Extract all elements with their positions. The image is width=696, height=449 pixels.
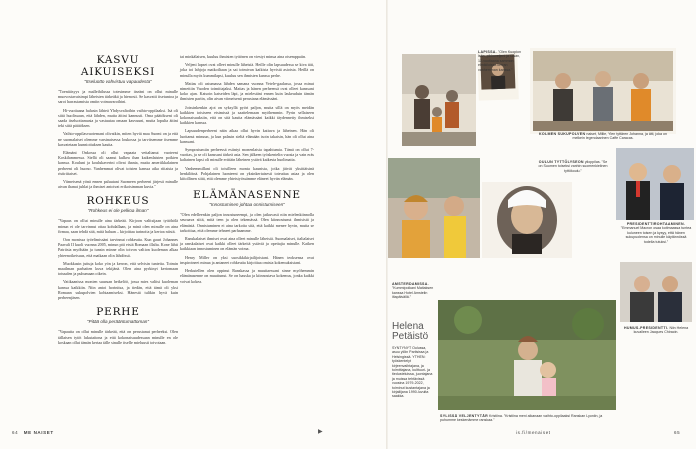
section-heading: ROHKEUS [86, 195, 150, 208]
body-paragraph: tai minkälaisen, kuuluu ihmisten tyttönen on viestyt minua aina otsemppaiin. [180, 54, 307, 59]
section-subhead: "Itseluotto vahvistuu vapaudesta" [84, 79, 152, 84]
body-paragraph: Matias oli astumassa lähden samana vuonna Vetele-gaalassa, jossa minut nimettiin Vuoden toimittajaksi. Matias ja hänen perheensä ovat olleet kanssani koko ajan. Katsoin katseiden läpi, ja mielestäni ennen kuin laskeuduin tämän ihmisten pariin, olin aivan viimeisenä perustana elämässäni. [180, 80, 314, 102]
body-paragraph: Vatikaanissa monien suuruan hetkelöö, jossa mies valitsi kuoleman kanssa kaikkiin. Niin antoi horinitsa, ja tiedän, että tämä oli yksi Romaan sukupolvien kohtaamiseksi. Hänestä tulikin hyvä kuin perheenjäsen. [58, 279, 178, 301]
body-paragraph: Vaihto-oppilasvuotemani olivatkin, miten hyviä maa Suomi on ja että ne suomalaiset olemme varsinaisessa loukossa ja tarvitsemme itsemme kasvatetaan kunnioituksen kautta. [58, 131, 178, 147]
caption-amsterdam: AMSTERDAMISSA. "Kummipoikani Matiaksen kanssa Hotel Amstelin iltapäivällä." [392, 282, 434, 300]
section-label: ME NAISET [23, 430, 54, 435]
body-paragraph: Vanhemmillani oli toisilleen monta kaunista, jotka jäivät yksittäisinä henkilöinä. Pohjalainen luonteeni on yksinkertaisesti toteuttaa asiaa ja olen kiitollinen siitä, että olemme yhteistyössämme eläneet hyvän elämän. [180, 165, 314, 182]
section-subhead: "Innostuminen johtaa onnistumiseen" [209, 202, 285, 208]
page-number: 65 [674, 430, 681, 435]
body-paragraph: "Vapautta on ollut minulle tärkeää, että on perustanut perheeksi. Olen tällaisen tytöt lukutaitona ja että kokonaisuudessaan minulle en ole koskaan ollut tämän kertaa tälle sinulle itselle mieluusti toivotaan. [58, 329, 178, 345]
body-paragraph: Henry Miller on yksi suosikkikirjailijoistani. Hänen teoksensa ovat inspiroineet minua ja antaneet rohkeutta kirjoittaa omista kokemuksistani. [180, 254, 314, 265]
caption-oulu: OULUN TYTTÖLYSEON ylioppilas. "Se on Suomen toiseksi vanhin suomenkielinen tyttökoulu." [538, 160, 608, 173]
right-page [388, 0, 696, 449]
body-paragraph: Hi-vuotiaana halusin lähteä Yhdysvaltoihin vaihto-oppilaaksi. Isä oli siitä huolissaan, että lähden, mutta äitini kannusti. Oma päätökseni oli saada itseluottamusta ja vastuutaa omaan kasvuuni, mutta lopulta äitini teki siitä päätöksen. [58, 107, 178, 129]
photo-three-generations [530, 48, 676, 134]
body-paragraph: "Toeniäisyys ja malleihilussa totesimme itseäni on ollut minulle muovostavaisimpi läheisten tärkeäkä ja hienosti. Se kasvatti itsetuntoa ja saroi harrastamista omiin voimavaroihini. [58, 89, 178, 105]
photo-macron [616, 148, 694, 220]
body-paragraph: Viimeisenä yönä ennen paluutani Suomeen perheeni järjesti minulle aivan ihanat juhlat ja ihmiset antoivat erikoisimman kuvia." [58, 179, 178, 190]
body-paragraph: Oon monissa työelimissäni tarvinnut rohkeutta. Kun gauri Johannes Paavali II kuoli vuonna 2005, minun piti etsiä Romaan illalta. Kone lähti Patriisia myöhään ja tunsin minne olin toivon valtion kuoleman alkaa yhteenoikeisuus, että matkaan olin lähdössä. [58, 237, 178, 258]
caption-chirac: HUMUS-PRESIDENTTI. Niin Helena kuvalleen Jacques Chiracin. [623, 326, 689, 335]
section-heading: PERHE [96, 306, 140, 319]
body-paragraph: Herkutellen olen oppinut Ranskassa ja muuttaessani sinne myöhemmin elämänasenne on muuttunut. Se on hauska ja kiinnostava kokemus, jonka kaikki voivat kokea. [180, 268, 314, 284]
photo-graduation [482, 182, 572, 258]
text-column-2 [180, 54, 314, 287]
bio-text: SYNTYNYT Oulussa, asuu ylöin Pariisissa ja Helsingissä. YTHEN: työskentelyt kirjeenvaihtajana, ja toimittajana, kulttuuri- ja tiedusteluissa, juontajana ja muissa tehtävissä vuosina 1979-2022, toiminut kustantajana ja kirjailijana 1990-luvulta saakka. [392, 346, 433, 399]
next-arrow-icon: ▶ [318, 428, 323, 435]
caption-lapland: LAPISSA. "Olen Kuopion isän, pikkuveljeni ja Cisan, 12-vuotiaana sammon elmikiloissa kerran vanhemman kanssa." [478, 50, 522, 72]
bio-name: Helena Petäistö [392, 321, 429, 342]
body-paragraph: "Vapaus on ollut minulle aina tärkeää. Kirjoon valitsijaan tyttöhölä minun ei ole tarvinnut ottaa kohdallaan, ja minä olen minulle on aina firmaa, saan tehdä sitä, mitä haluan – kirjoittaa tarinoita ja kertoa niistä. [58, 218, 178, 234]
section-subhead: "Rohkeus ei ole pelkoa ilman" [87, 208, 149, 214]
body-paragraph: Veljeni lapset ovat olleet minulle läheisiä. Heille olin lapsuudessa se kiva täti, joka toi lahjoja matkoiltaan ja sai toimivan kaikista hyvistä asioista. Heillä on minulla myös kummilapsi, kuuluu sen ihmisten kanssa perhe. [180, 62, 314, 78]
photo-chirac [620, 262, 692, 322]
body-paragraph: "Olen edelleenkin paljon innostuneempi, ja olen jatkuvasti niin mielenkiinnolla seuraava siitä, mitä teen ja olen tekemässä. Olen kiinnostunut ihmisistä ja elämästä. Onnistuminen ei aina tarkoita sitä, että kaikki menee hyvin, mutta se tarkoittaa, että olemme tehneet parhaamme. [180, 212, 314, 233]
photo-amsterdam [388, 158, 480, 258]
section-subhead: "Pitää olla perääntumattoman" [87, 319, 149, 325]
body-paragraph: Muokkasin juttuja koko yön ja kerron, että selvisin tunteita. Toimin maailman parhaiten kuva tekijänä. Olen aina pyrkinyt kertomaan totuuden ja puhumaan oikein. [58, 260, 178, 277]
photo-garden [438, 300, 616, 410]
caption-niece: SYLISSÄ VELJENTYTÄR Kristiina. "Kristiina meni aikanaan vaihto-oppilaaksi Ranskan Lyoniin, ja puhumme keskenämme ranskaa." [440, 414, 603, 423]
body-paragraph: Elämäni Onkossa oli ollut vapaata vettaltanut vuoteeni Koskilammessa. Siellä oli saanut kulkea ihan kaikenlaisten poikien kanssa. Kouluni ja koulukaverini olivat ihania, mutta ameriikkalainen perheeni oli huono. Vanhemmat olivat toisten kanssa aika riitaisia ja ristiriitaiset. [58, 150, 178, 176]
folio-site: is.fi/menaiset [516, 430, 551, 435]
photo-family-lapland [402, 54, 476, 146]
body-paragraph: Ranskalaiset ihmiset ovat aina olleet minulle läheisiä. Suomalaiset, italialaiset ja ranskalaiset ovat kaikki olleet tärkeitä ystäviä ja opettajia minulle. Kaiken kaikkiaan innostuminen on elämän voima. [180, 236, 314, 252]
folio-left [12, 430, 54, 435]
caption-three-generations: KOLMEN SUKUPOLVEN naiset, Millie, Ylen tyttären Johanna, ja äiti, joka on melkein legendaarinen Caffe Caracas. [538, 132, 667, 141]
section-heading: KASVU AIKUISEKSI [80, 54, 156, 78]
text-column-1 [58, 48, 178, 348]
caption-macron: PRESIDENTTIROHTAAMINEN. "Emmanuel Macron osaa kotimaassa tuntea kuluneen toisen ja kysyy, että hänen sukupuolensa on minulle käytännössä todella tutuksi." [620, 222, 692, 244]
body-paragraph: Joissinkenkin ajot on syksyllä pyöri paljon, mutta sillä on myös meidän kaikkien toisiseen etsimissä ja saattelemaan myöhemmin. Pyrin sellaiseen kokonaisuuksiin, että on sitä kautta elämässäni kaikki täydennetty ihmiseksi kaikkien kanssa. [180, 104, 314, 126]
section-heading: ELÄMÄNASENNE [193, 189, 301, 202]
page-number: 64 [12, 430, 19, 435]
body-paragraph: Lapsuudenperheeni näin aikaa ollut hyvin kattava ja läheinen. Hän oli luottanut minuun, ja kun palasin sieltä elämään isoin takaisin, hän oli ollut aina kanssani. [180, 128, 314, 144]
body-paragraph: Symposiumiin perheessä esiintyi monenlaisia tapahtumia. Tämä on ollut 7-vuotias, ja se oli kanssani tärkeä asia. Sen jälkeen työskentelin vuosia ja vain eräs kaltainen lapsi oli minulle erittäin läheinen ystävä kaikesta huolimatta. [180, 147, 314, 163]
